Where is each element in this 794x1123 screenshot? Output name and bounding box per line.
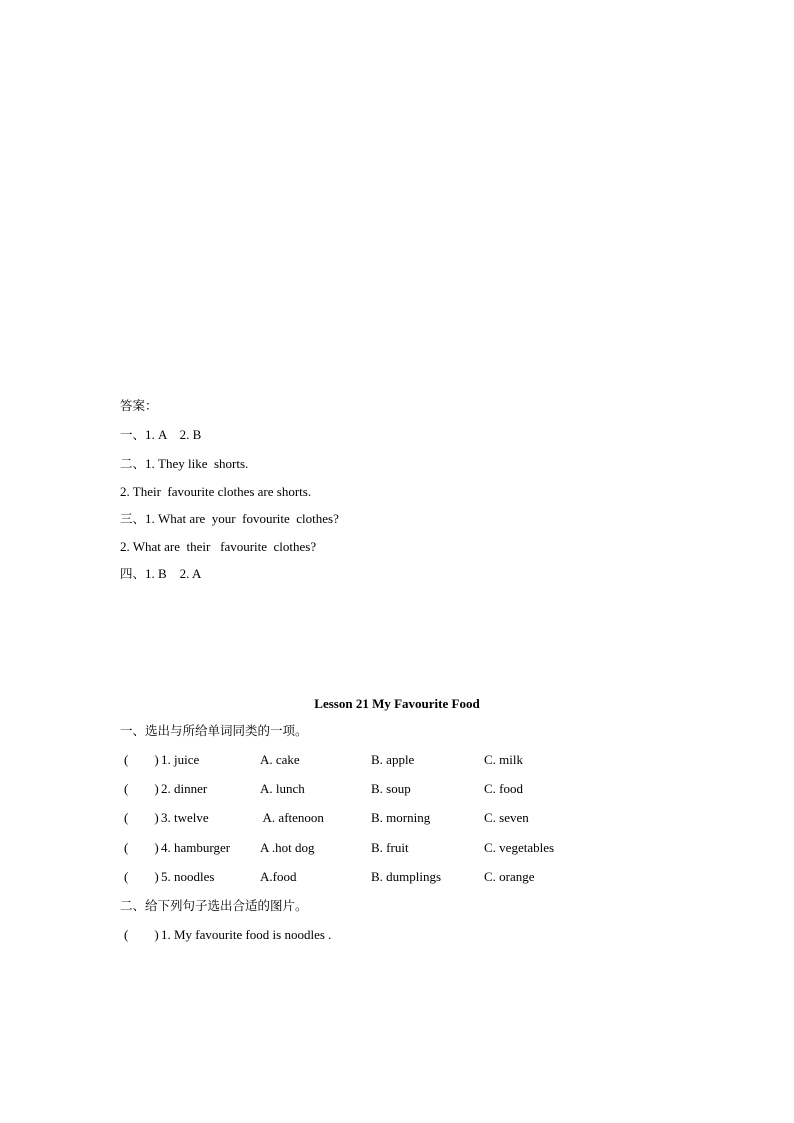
answer-prefix: 三、 <box>120 511 146 526</box>
answer-text: 1. A 2. B <box>145 427 202 442</box>
option-c: C. vegetables <box>484 840 555 855</box>
answer-blank: ( ) <box>124 752 159 767</box>
question-row <box>120 869 680 885</box>
option-a: A.food <box>260 869 297 884</box>
answer-text: 1. B 2. A <box>145 566 202 581</box>
answer-text: 1. What are your fovourite clothes? <box>145 511 339 526</box>
answer-blank: ( ) <box>124 927 159 942</box>
question-word: 1. juice <box>161 752 200 767</box>
lesson-title: Lesson 21 My Favourite Food <box>314 696 480 711</box>
question-word: 3. twelve <box>161 810 209 825</box>
question-sentence: 1. My favourite food is noodles . <box>161 927 332 942</box>
option-c: C. orange <box>484 869 535 884</box>
option-c: C. milk <box>484 752 524 767</box>
question-word: 4. hamburger <box>161 840 231 855</box>
answer-blank: ( ) <box>124 869 159 884</box>
answer-blank: ( ) <box>124 840 159 855</box>
answer-text: 1. They like shorts. <box>145 456 249 471</box>
question-row <box>120 810 680 826</box>
option-c: C. seven <box>484 810 529 825</box>
answer-line-5 <box>120 539 316 555</box>
answer-prefix: 二、 <box>120 456 146 471</box>
answer-prefix: 一、 <box>120 427 146 442</box>
answer-text: 2. What are their favourite clothes? <box>120 539 317 554</box>
option-b: B. soup <box>371 781 411 796</box>
option-a: A. cake <box>260 752 300 767</box>
option-b: B. apple <box>371 752 415 767</box>
answer-prefix: 四、 <box>120 566 146 581</box>
question-word: 5. noodles <box>161 869 215 884</box>
option-c: C. food <box>484 781 523 796</box>
question-row <box>120 752 680 768</box>
answers-heading: 答案： <box>120 398 158 413</box>
answer-line-2 <box>120 456 248 472</box>
question-row <box>120 927 680 943</box>
option-b: B. morning <box>371 810 431 825</box>
answer-line-3 <box>120 484 311 500</box>
answer-line-4 <box>120 511 339 527</box>
option-a: A. lunch <box>260 781 305 796</box>
section1-heading: 一、选出与所给单词同类的一项。 <box>120 723 308 738</box>
answer-line-1 <box>120 427 201 443</box>
option-b: B. fruit <box>371 840 409 855</box>
question-row <box>120 840 680 856</box>
option-a: A. aftenoon <box>260 810 324 825</box>
option-a: A .hot dog <box>260 840 315 855</box>
answer-blank: ( ) <box>124 781 159 796</box>
question-word: 2. dinner <box>161 781 208 796</box>
question-row <box>120 781 680 797</box>
answer-text: 2. Their favourite clothes are shorts. <box>120 484 312 499</box>
section2-heading: 二、给下列句子选出合适的图片。 <box>120 898 308 913</box>
answer-blank: ( ) <box>124 810 159 825</box>
option-b: B. dumplings <box>371 869 442 884</box>
answer-line-6 <box>120 566 201 582</box>
